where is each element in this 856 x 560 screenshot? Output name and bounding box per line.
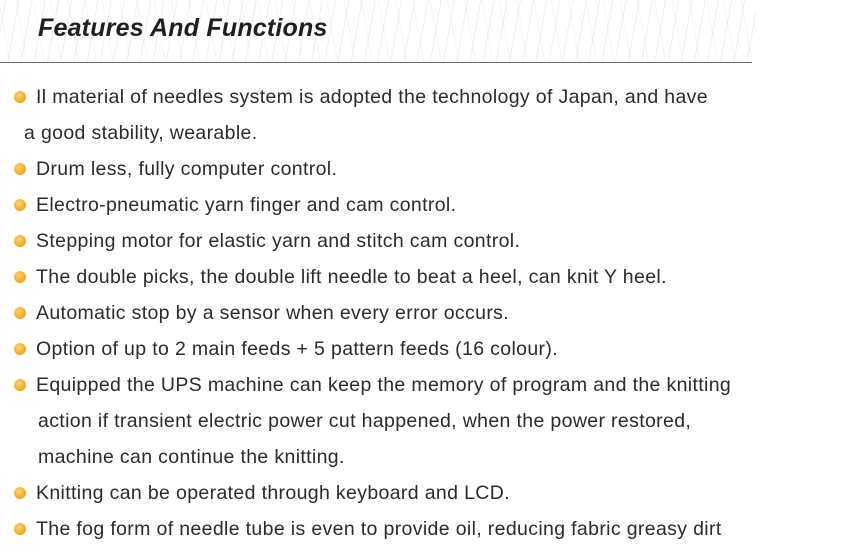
feature-text: Knitting can be operated through keyboard and LCD. — [36, 482, 510, 504]
feature-text: Drum less, fully computer control. — [36, 158, 338, 180]
bullet-icon — [14, 487, 26, 499]
bullet-icon — [14, 379, 26, 391]
feature-item — [0, 79, 856, 151]
bullet-icon — [14, 199, 26, 211]
feature-text: Electro-pneumatic yarn finger and cam control. — [36, 194, 457, 216]
feature-item — [0, 223, 856, 259]
feature-text-continued: action if transient electric power cut happened, when the power restored, — [38, 410, 692, 432]
feature-item — [0, 367, 856, 475]
bullet-icon — [14, 271, 26, 283]
section-header — [0, 0, 756, 62]
feature-text: Stepping motor for elastic yarn and stitch cam control. — [36, 230, 521, 252]
bullet-icon — [14, 523, 26, 535]
feature-text: The fog form of needle tube is even to provide oil, reducing fabric greasy dirt — [36, 518, 722, 540]
feature-text: Equipped the UPS machine can keep the memory of program and the knitting — [36, 374, 732, 396]
bullet-icon — [14, 343, 26, 355]
feature-item — [0, 295, 856, 331]
feature-item — [0, 259, 856, 295]
feature-text: Automatic stop by a sensor when every error occurs. — [36, 302, 510, 324]
feature-item — [0, 511, 856, 547]
feature-item — [0, 151, 856, 187]
bullet-icon — [14, 91, 26, 103]
header-divider — [0, 62, 752, 63]
bullet-icon — [14, 235, 26, 247]
feature-item — [0, 475, 856, 511]
feature-text-continued: a good stability, wearable. — [24, 122, 258, 144]
section-title: Features And Functions — [38, 14, 328, 42]
feature-text-continued: machine can continue the knitting. — [38, 446, 345, 468]
feature-text: Il material of needles system is adopted the technology of Japan, and have — [36, 86, 708, 108]
bullet-icon — [14, 307, 26, 319]
feature-text: Option of up to 2 main feeds + 5 pattern feeds (16 colour). — [36, 338, 558, 360]
feature-list — [0, 79, 856, 547]
bullet-icon — [14, 163, 26, 175]
feature-item — [0, 331, 856, 367]
feature-text: The double picks, the double lift needle to beat a heel, can knit Y heel. — [36, 266, 667, 288]
feature-item — [0, 187, 856, 223]
